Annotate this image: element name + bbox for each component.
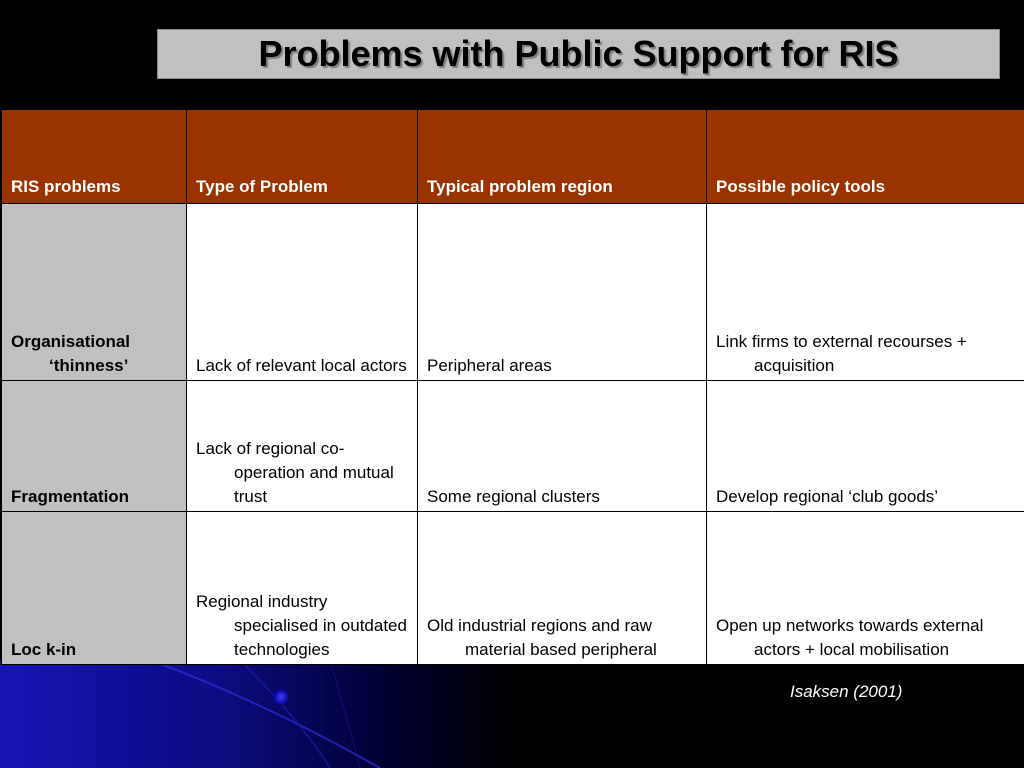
problem-region: Peripheral areas	[427, 356, 552, 375]
page-title: Problems with Public Support for RIS	[258, 33, 899, 74]
problem-type: Lack of relevant local actors	[196, 356, 407, 375]
row-header-cell	[2, 204, 187, 381]
problem-label: Loc k-in	[11, 640, 77, 659]
column-header: Typical problem region	[418, 110, 707, 204]
problem-region: Some regional clusters	[427, 487, 600, 506]
table-cell	[418, 512, 707, 665]
policy-tools: Open up networks towards external actors + local mobilisation	[716, 616, 984, 659]
table-cell	[707, 204, 1024, 381]
column-header: Possible policy tools	[707, 110, 1024, 204]
table-cell	[187, 381, 418, 512]
decorative-background	[0, 660, 1024, 768]
table-header-row	[2, 110, 1024, 204]
table-cell	[418, 381, 707, 512]
table-row	[2, 204, 1024, 381]
decorative-dot	[273, 689, 289, 705]
policy-tools: Develop regional ‘club goods’	[716, 487, 939, 506]
row-header-cell	[2, 512, 187, 665]
table-cell	[707, 381, 1024, 512]
problem-type: Lack of regional co-operation and mutual trust	[196, 439, 394, 506]
table-cell	[418, 204, 707, 381]
problem-type: Regional industry specialised in outdated technologies	[196, 592, 407, 659]
blue-gradient-band	[0, 660, 1024, 768]
table-cell	[187, 204, 418, 381]
citation: Isaksen (2001)	[790, 682, 903, 701]
column-header: Type of Problem	[187, 110, 418, 204]
table-cell	[187, 512, 418, 665]
table-cell	[707, 512, 1024, 665]
problem-region: Old industrial regions and raw material based peripheral	[427, 616, 657, 659]
row-header-cell	[2, 381, 187, 512]
problem-label: Organisational ‘thinness’	[11, 332, 131, 375]
policy-tools: Link firms to external recourses + acquisition	[716, 332, 967, 375]
ris-problems-table	[1, 109, 1024, 665]
table-row	[2, 512, 1024, 665]
problem-label: Fragmentation	[11, 487, 130, 506]
column-header: RIS problems	[2, 110, 187, 204]
title-box	[157, 29, 1000, 79]
table-row	[2, 381, 1024, 512]
